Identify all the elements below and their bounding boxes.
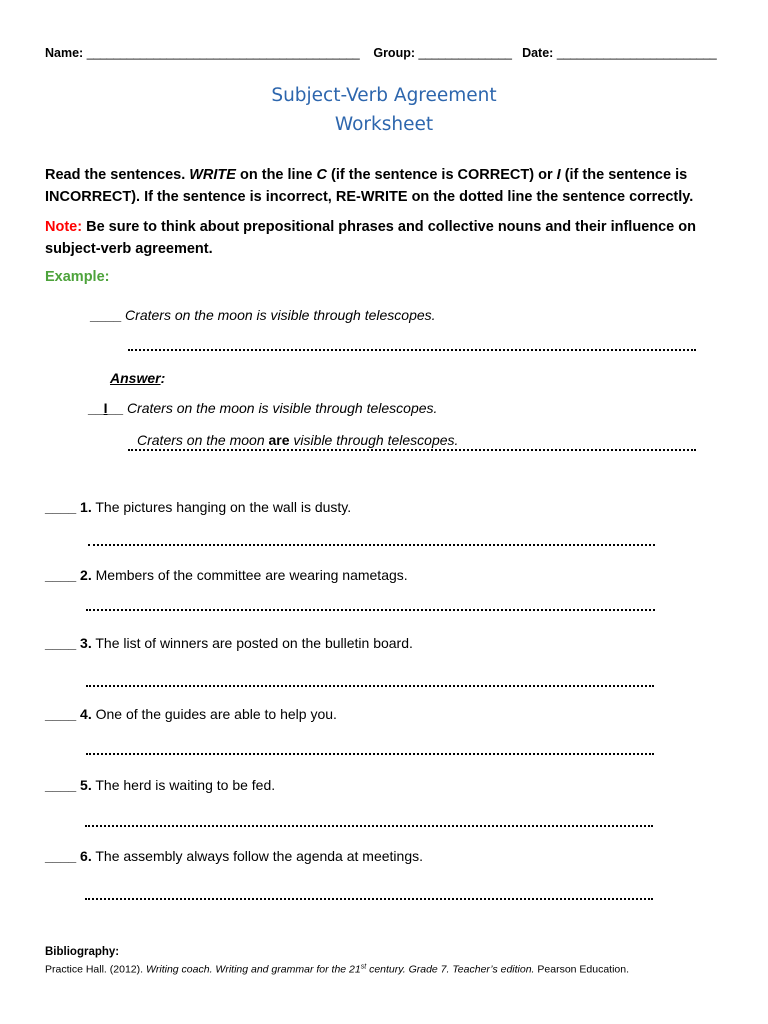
answer-sentence xyxy=(88,400,437,416)
answer-label-text: Answer xyxy=(110,370,161,386)
page-title: Subject-Verb Agreement xyxy=(271,85,497,106)
rewrite-line-1[interactable] xyxy=(88,544,655,546)
date-blank[interactable]: ________________________ xyxy=(556,46,717,60)
example-text: Craters on the moon is visible through telescopes. xyxy=(125,307,436,323)
note-label: Note: xyxy=(45,219,83,235)
question-3 xyxy=(45,635,413,651)
answer-blank[interactable]: ____ xyxy=(45,777,77,793)
question-text: The list of winners are posted on the bulletin board. xyxy=(91,635,413,651)
answer-text: Craters on the moon is visible through telescopes. xyxy=(126,400,438,416)
biblio-title: Writing coach. Writing and grammar for the 21 xyxy=(145,963,361,976)
rewrite-line-6[interactable] xyxy=(85,898,653,900)
instr-text: on the line xyxy=(235,167,317,183)
example-blank[interactable]: ____ xyxy=(90,307,122,323)
example-label: Example: xyxy=(45,269,110,285)
instr-i: I xyxy=(556,167,561,183)
date-label: Date: xyxy=(522,46,554,60)
group-blank[interactable]: ______________ xyxy=(418,46,512,60)
answer-blank-suffix: __ xyxy=(107,400,124,416)
answer-blank[interactable]: ____ xyxy=(45,706,77,722)
rewrite-line-3[interactable] xyxy=(86,685,654,687)
question-text: The assembly always follow the agenda at meetings. xyxy=(91,848,423,864)
question-1 xyxy=(45,499,351,515)
question-number: 6. xyxy=(80,848,92,864)
question-6 xyxy=(45,848,423,864)
question-text: Members of the committee are wearing nametags. xyxy=(91,567,408,583)
corrected-text: Craters on the moon xyxy=(137,432,269,448)
question-number: 3. xyxy=(80,635,92,651)
biblio-title-rest: century. Grade 7. Teacher’s edition. xyxy=(366,963,535,976)
answer-label xyxy=(110,370,165,386)
question-5 xyxy=(45,777,275,793)
question-text: One of the guides are able to help you. xyxy=(91,706,337,722)
question-4 xyxy=(45,706,337,722)
question-2 xyxy=(45,567,408,583)
corrected-verb: are xyxy=(268,432,290,448)
answer-blank[interactable]: ____ xyxy=(45,848,77,864)
bibliography-label: Bibliography: xyxy=(45,946,120,958)
note-text: Be sure to think about prepositional phrases and collective nouns and their influence on subject-verb agreement. xyxy=(45,219,696,257)
rewrite-line-5[interactable] xyxy=(85,825,653,827)
corrected-text: visible through telescopes. xyxy=(289,432,459,448)
instr-write: WRITE xyxy=(189,167,236,183)
biblio-publisher: Pearson Education. xyxy=(534,963,630,976)
instr-c: C xyxy=(316,167,328,183)
header-fields xyxy=(45,46,716,60)
question-text: The herd is waiting to be fed. xyxy=(91,777,276,793)
answer-blank[interactable]: ____ xyxy=(45,635,77,651)
question-text: The pictures hanging on the wall is dusty. xyxy=(91,499,352,515)
corrected-sentence xyxy=(137,432,458,448)
page-subtitle: Worksheet xyxy=(334,114,434,135)
rewrite-line-2[interactable] xyxy=(86,609,655,611)
instructions xyxy=(45,165,735,208)
instr-text: Read the sentences. xyxy=(45,167,190,183)
question-number: 1. xyxy=(80,499,92,515)
corrected-dotted-line xyxy=(128,449,696,451)
note xyxy=(45,217,735,260)
answer-blank[interactable]: ____ xyxy=(45,567,77,583)
answer-blank[interactable]: ____ xyxy=(45,499,77,515)
example-sentence xyxy=(90,307,436,323)
biblio-sup: st xyxy=(360,963,367,970)
answer-blank-prefix: __ xyxy=(88,400,104,416)
biblio-author: Practice Hall. (2012). xyxy=(45,963,146,976)
question-number: 2. xyxy=(80,567,92,583)
group-label: Group: xyxy=(373,46,416,60)
answer-mark: I xyxy=(103,400,108,416)
name-label: Name: xyxy=(45,46,84,60)
name-blank[interactable]: _________________________________________ xyxy=(86,46,360,60)
instr-text: (if the sentence is INCORRECT). If the sentence is incorrect, RE-WRITE on the dotted line the sentence correctly. xyxy=(45,167,694,205)
question-number: 5. xyxy=(80,777,92,793)
question-number: 4. xyxy=(80,706,92,722)
answer-colon: : xyxy=(160,370,166,386)
bibliography-entry xyxy=(45,963,629,976)
example-dotted-line[interactable] xyxy=(128,349,696,351)
rewrite-line-4[interactable] xyxy=(86,753,654,755)
instr-text: (if the sentence is CORRECT) or xyxy=(327,167,557,183)
